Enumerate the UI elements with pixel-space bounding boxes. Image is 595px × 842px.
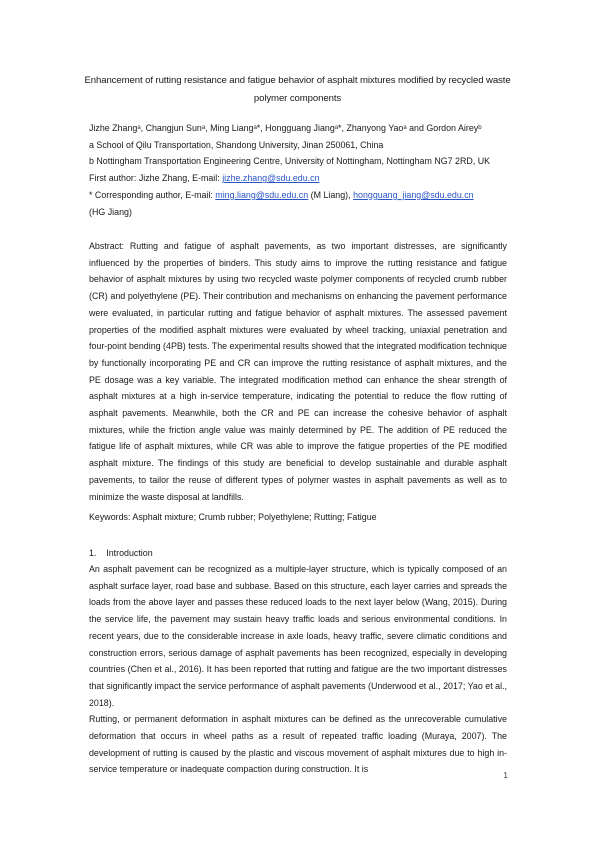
corresponding-mid: (M Liang),: [308, 189, 354, 200]
affiliation-b: b Nottingham Transportation Engineering Centre, University of Nottingham, Nottingham NG7 2RD, UK: [89, 156, 491, 167]
corresponding-author-line: [89, 187, 507, 204]
paragraph-2: Rutting, or permanent deformation in asphalt mixtures can be defined as the unrecoverable cumulative deformation that occurs in wheel paths as a result of repeated traffic loading (Muraya, 2007). The development of rutting is caused by the plastic and viscous movement of asphalt mixtures due to high in-service temperature or inadequate compaction during construction. It is: [89, 714, 507, 775]
first-author-line: [89, 170, 507, 187]
abstract-text: Abstract: Rutting and fatigue of asphalt pavements, as two important distresses, are significantly influenced by the properties of binders. This study aims to improve the rutting resistance and fatigue behavior of asphalt mixtures by using two recycled waste polymer components of recycled crumb rubber (CR) and polyethylene (PE). Their contribution and mechanisms on enhancing the pavement performance were evaluated, in particular rutting and fatigue behavior of asphalt mixtures. The assessed pavement properties of the modified asphalt mixtures were evaluated by wheel tracking, uniaxial penetration and four-point bending (4PB) tests. The experimental results showed that the integrated modification technique by functionally incorporating PE and CR can improve the rutting resistance of asphalt mixtures, and the PE dosage was a key variable. The integrated modification method can enhance the shear strength of asphalt mixtures at a high in-service temperature, indicating the potential to reduce the flow rutting of asphalt pavements. Meanwhile, both the CR and PE can increase the cohesive behavior of asphalt mixtures, while the friction angle value was mainly determined by PE. The addition of PE reduced the fatigue life of asphalt mixtures, while CR was able to improve the fatigue properties of the PE modified asphalt mixture. The findings of this study are beneficial to develop sustainable and durable asphalt pavements, to tailor the reuse of different types of polymer wastes in asphalt pavements as well as to minimize the waste disposal at landfills.: [89, 241, 507, 502]
corresponding-email-link-2[interactable]: hongguang_jiang@sdu.edu.cn: [353, 189, 474, 200]
affiliation-a: a School of Qilu Transportation, Shandong University, Jinan 250061, China: [89, 139, 384, 150]
first-author-label: First author: Jizhe Zhang, E-mail:: [89, 173, 223, 184]
author-block: [89, 120, 507, 220]
abstract: [89, 238, 507, 505]
introduction-body: [89, 561, 507, 778]
keywords: Keywords: Asphalt mixture; Crumb rubber; Polyethylene; Rutting; Fatigue: [89, 512, 377, 522]
corresponding-label: * Corresponding author, E-mail:: [89, 189, 216, 200]
corresponding-email-link-1[interactable]: ming.liang@sdu.edu.cn: [215, 189, 309, 200]
corresponding-suffix: (HG Jiang): [89, 206, 132, 217]
paragraph-1: An asphalt pavement can be recognized as a multiple-layer structure, which is typically composed of an asphalt surface layer, road base and subbase. Based on this structure, each layer carries and spreads the loads from the above layer and passes these reduced loads to the next layer below (Wang, 2015). During the service life, the pavement may sustain heavy traffic loads and serious environmental conditions. In recent years, due to the considerable increase in axle loads, heavy traffic, severe climatic conditions and construction errors, serious damage of asphalt pavements has been recognized, especially in developing countries (Chen et al., 2016). It has been reported that rutting and fatigue are the two important distresses that significantly impact the service performance of asphalt pavements (Underwood et al., 2017; Yao et al., 2018).: [89, 564, 507, 708]
first-author-email-link[interactable]: jizhe.zhang@sdu.edu.cn: [222, 173, 320, 184]
page-number: 1: [503, 770, 508, 780]
section-heading-introduction: 1. Introduction: [89, 548, 153, 558]
author-names: Jizhe Zhangᵃ, Changjun Sunᵃ, Ming Liangᵃ*, Hongguang Jiangᵃ*, Zhanyong Yaoᵃ and Gordon Aireyᵇ: [89, 123, 482, 133]
paper-title: Enhancement of rutting resistance and fatigue behavior of asphalt mixtures modified by recycled waste polymer components: [84, 75, 511, 104]
